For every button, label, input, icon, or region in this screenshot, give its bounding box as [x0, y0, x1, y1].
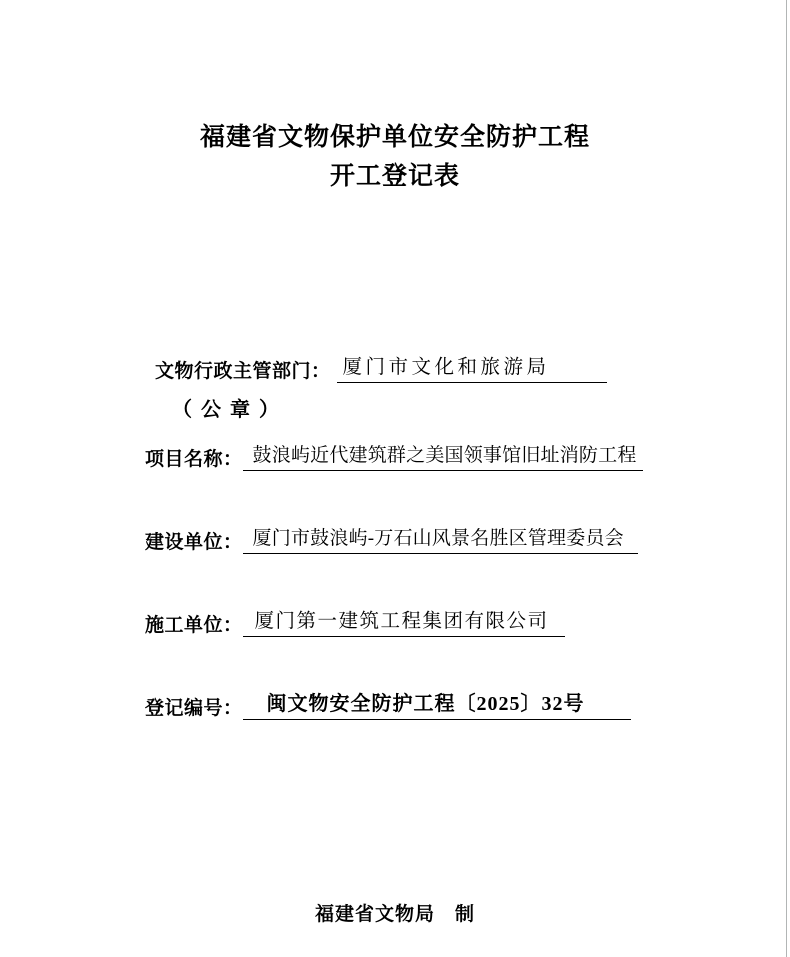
field-value-competent-department: 厦门市文化和旅游局: [337, 351, 607, 383]
field-row-registration-number: [145, 687, 631, 720]
field-value-construction-contractor: 厦门第一建筑工程集团有限公司: [243, 605, 565, 637]
document-title-line1: 福建省文物保护单位安全防护工程: [199, 124, 590, 151]
issuer-footer: 福建省文物局 制: [314, 904, 475, 925]
field-value-project-name: 鼓浪屿近代建筑群之美国领事馆旧址消防工程: [243, 440, 643, 471]
official-seal-note: （ 公 章 ）: [172, 399, 281, 421]
field-label-construction-owner: 建设单位：: [145, 532, 243, 553]
field-row-construction-owner: [145, 523, 638, 554]
field-label-registration-number: 登记编号：: [145, 698, 243, 719]
field-value-construction-owner: 厦门市鼓浪屿-万石山风景名胜区管理委员会: [243, 523, 638, 554]
field-label-competent-department: 文物行政主管部门：: [155, 361, 331, 382]
field-label-project-name: 项目名称：: [145, 449, 243, 470]
field-row-construction-contractor: [145, 605, 565, 637]
field-row-project-name: [145, 440, 643, 471]
field-value-registration-number: 闽文物安全防护工程〔2025〕32号: [243, 687, 631, 720]
document-title-line2: 开工登记表: [329, 163, 460, 190]
document-title: [0, 118, 790, 196]
field-row-competent-department: [155, 351, 607, 383]
field-label-construction-contractor: 施工单位：: [145, 615, 243, 636]
